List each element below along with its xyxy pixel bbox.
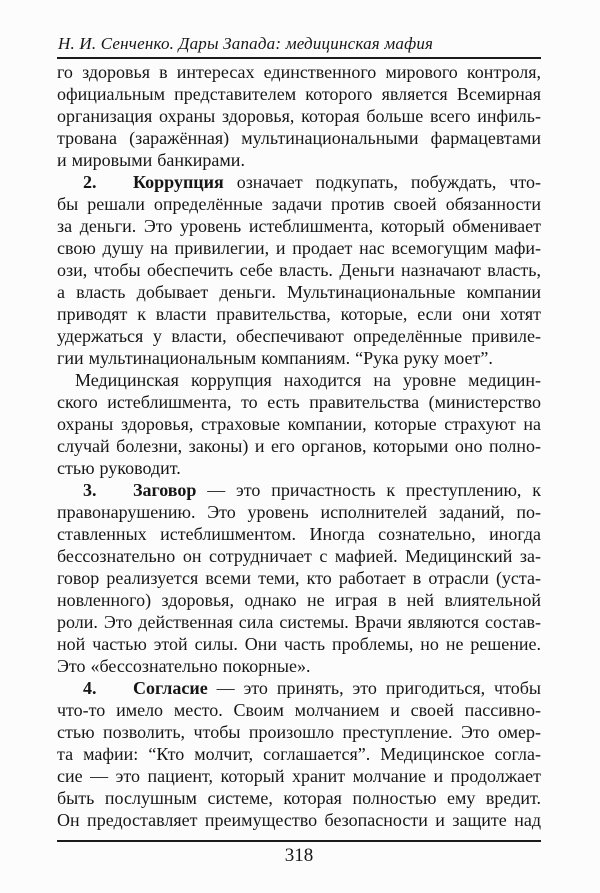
- text-line: стью позволить, чтобы произошло преступление. Это омер-: [57, 722, 541, 742]
- text-line: организация охраны здоровья, которая больше всего инфиль-: [57, 106, 541, 126]
- page-number: 318: [284, 845, 314, 866]
- text-line: за деньги. Это уровень истеблишмента, который обменивает: [57, 216, 541, 236]
- text-line: бессознательно он сотрудничает с мафией. Медицинский за-: [57, 546, 541, 566]
- text-line: Медицинская коррупция находится на уровне медицин-: [75, 370, 541, 390]
- text-line: новленного) здоровья, однако не играя в ней влиятельной: [57, 590, 541, 610]
- text-line: свою душу на привилегии, и продает нас всемогущим мафи-: [57, 238, 541, 258]
- text-line: [57, 171, 541, 193]
- text-line: Это «бессознательно покорные».: [57, 656, 311, 676]
- text-line: роли. Это действенная сила системы. Врачи являются состав-: [57, 612, 541, 632]
- text-line: быть послушным системе, которая полностью ему вредит.: [57, 788, 541, 808]
- text-line: [57, 479, 541, 501]
- paragraph-number: 3.: [83, 480, 97, 500]
- text-line: ной частью этой силы. Они часть проблемы, но не решение.: [57, 634, 541, 654]
- text-line: а власть добывает деньги. Мультинациональные компании: [57, 282, 541, 302]
- running-header: Н. И. Сенченко. Дары Запада: медицинская мафия: [58, 34, 434, 53]
- text-line: говор реализуется всеми теми, кто работает в отрасли (уста-: [57, 568, 541, 588]
- paragraph-number: 4.: [83, 678, 97, 698]
- text-line: Он предоставляет преимущество безопасности и защите над: [57, 810, 541, 830]
- text-line: ставленных истеблишментом. Иногда сознательно, иногда: [57, 524, 541, 544]
- paragraph-term: Заговор: [133, 480, 197, 500]
- text-line: сие — это пациент, который хранит молчание и продолжает: [57, 766, 541, 786]
- paragraph-first-line-rest: — это принять, это пригодиться, чтобы: [207, 678, 541, 698]
- paragraph-term: Коррупция: [133, 172, 224, 192]
- text-line: случай болезни, законы) и его органов, которыми оно полно-: [57, 436, 541, 456]
- footer-rule: [57, 840, 541, 842]
- paragraph-number: 2.: [83, 172, 97, 192]
- text-line: го здоровья в интересах единственного мирового контроля,: [57, 62, 541, 82]
- text-line: та мафии: “Кто молчит, соглашается”. Медицинское согла-: [57, 744, 541, 764]
- text-line: гии мультинациональным компаниям. “Рука руку моет”.: [57, 348, 493, 368]
- paragraph-first-line-rest: означает подкупать, побуждать, что-: [223, 172, 541, 192]
- text-line: правонарушению. Это уровень исполнителей заданий, по-: [57, 502, 541, 522]
- text-line: приводят к власти правительства, которые, если они хотят: [57, 304, 541, 324]
- text-line: ского истеблишмента, то есть правительства (министерство: [57, 392, 541, 412]
- page-body: [57, 61, 541, 831]
- text-line: что-то имело место. Своим молчанием и своей пассивно-: [57, 700, 541, 720]
- header-rule: [57, 57, 541, 59]
- text-line: [57, 677, 541, 699]
- text-line: и мировыми банкирами.: [57, 150, 245, 170]
- text-line: стью руководит.: [57, 458, 181, 478]
- paragraph-first-line-rest: — это причастность к преступлению, к: [196, 480, 541, 500]
- text-line: бы решали определённые задачи против своей обязанности: [57, 194, 541, 214]
- text-line: трована (заражённая) мультинациональными фармацевтами: [57, 128, 541, 148]
- text-line: ози, чтобы обеспечить себе власть. Деньги назначают власть,: [57, 260, 541, 280]
- text-line: охраны здоровья, страховые компании, которые страхуют на: [57, 414, 541, 434]
- text-line: официальным представителем которого является Всемирная: [57, 84, 541, 104]
- paragraph-term: Согласие: [133, 678, 208, 698]
- text-line: удержаться у власти, обеспечивают определённые привиле-: [57, 326, 541, 346]
